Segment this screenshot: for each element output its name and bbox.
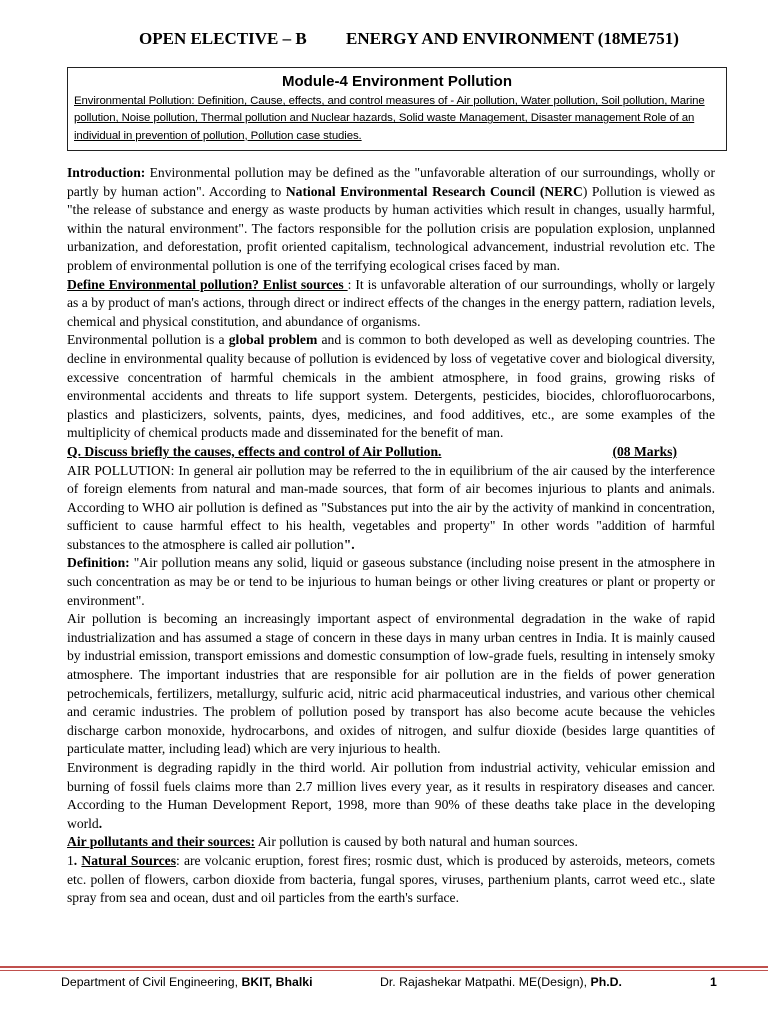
- sources-text: Air pollution is caused by both natural and human sources.: [255, 834, 578, 850]
- module-box: [67, 67, 727, 151]
- third-world-end: .: [98, 815, 103, 831]
- footer-divider: [0, 966, 768, 968]
- document-body: [67, 164, 715, 908]
- define-label: Define Environmental pollution? Enlist sources: [67, 276, 348, 292]
- definition-text: "Air pollution means any solid, liquid or gaseous substance (including noise present in the atmosphere in such concentration as may be or tend to be injurious to human beings or other living creatures or plant or property or environment".: [67, 555, 715, 608]
- subject-title: ENERGY AND ENVIRONMENT (18ME751): [346, 29, 679, 48]
- natural-text: : are volcanic eruption, forest fires; rosmic dust, which is produced by asteroids, meteors, comets etc. pollen of flowers, carbon dioxide from bacteria, fungal spores, viruses, parthenium plants, carrot weed etc., slate spray from sea and ocean, dust and oil particles from the earth's surface.: [67, 852, 715, 906]
- global-bold: global problem: [228, 332, 318, 348]
- definition-label: Definition:: [67, 555, 130, 571]
- module-title: Module-4 Environment Pollution: [282, 73, 512, 90]
- air-pollution-paragraph: [67, 462, 715, 555]
- page-header: [0, 29, 768, 53]
- global-paragraph: [67, 331, 715, 443]
- natural-label: Natural Sources: [81, 852, 176, 868]
- intro-text-2: ) Pollution is viewed as "the release of substance and energy as waste products by human activities which result in changes, usually harmful, within the natural environment". The factors responsible for the pollution crisis are population explosion, unplanned urbanization, and deforestation, profit oriented capitalism, technological advancement, industrial revolution etc. The problem of environmental pollution is one of the terrifying ecological crises faced by man.: [67, 183, 716, 273]
- define-text: : It is unfavorable alteration of our surroundings, wholly or largely as a by product of man's actions, through direct or indirect effects of the changes in the energy pattern, radiation levels, chemical and physical constitution, and abundance of organisms.: [67, 276, 715, 329]
- question-heading: [67, 443, 677, 462]
- global-text-1: Environmental pollution is a: [67, 332, 229, 348]
- footer-dept-text: Department of Civil Engineering,: [61, 975, 242, 989]
- natural-num: 1: [67, 852, 74, 868]
- page-number: 1: [710, 975, 717, 989]
- question-marks: (08 Marks): [612, 443, 677, 459]
- natural-sources-paragraph: [67, 852, 715, 908]
- define-paragraph: [67, 276, 715, 332]
- third-world-paragraph: [67, 759, 715, 833]
- nerc-name: National Environmental Research Council (NERC: [285, 183, 583, 199]
- footer-divider-thin: [0, 970, 768, 971]
- intro-label: Introduction:: [67, 165, 146, 180]
- industry-paragraph: Air pollution is becoming an increasingly important aspect of environmental degradation in the wake of rapid industrialization and has assumed a stage of concern in these days in many urban centres in India. It is mainly caused by industrial emission, transport emissions and domestic consumption of low-grade fuels, resulting in intensely smoky atmosphere. The important industries that are responsible for air pollution are in the fields of power generation petrochemicals, fertilizers, metallurgy, sulfuric acid, nitric acid pharmaceutical industries, and various other chemical and ceramic industries. The problem of pollution posed by transport has also become acute because the vehicles discharge carbon monoxide, hydrocarbons, and oxides of nitrogen, and sulfur dioxide (besides large quantities of particulate matter, including lead) which are very injurious to health.: [67, 611, 715, 757]
- intro-text-1: Environmental pollution may be defined as the "unfavorable alteration of our surroundings, wholly or partly by human action". According to: [67, 165, 715, 199]
- footer-degree: Ph.D.: [590, 975, 622, 989]
- natural-dot: .: [73, 852, 82, 868]
- footer-author: [380, 975, 622, 989]
- intro-paragraph: [67, 164, 715, 276]
- definition-paragraph: [67, 554, 715, 610]
- page-footer: [0, 975, 768, 995]
- footer-author-text: Dr. Rajashekar Matpathi. ME(Design),: [380, 975, 591, 989]
- global-text-2: and is common to both developed as well as developing countries. The decline in environmental quality because of pollution is evidenced by loss of vegetative cover and biological diversity, excessive concentration of harmful chemicals in the ambient atmosphere, in food grains, growing risks of environmental accidents and threats to life support system. Detergents, pesticides, biocides, chlorofluorocarbons, plastics and plasticizers, solvents, paints, dyes, medicines, and food additives, etc., are some examples of the multiplicity of chemical products made and disseminated for the benefit of man.: [67, 332, 716, 441]
- air-text: AIR POLLUTION: In general air pollution may be referred to the in equilibrium of the air caused by the interference of foreign elements from natural and man-made sources, that form of air becomes injurious to plants and animals. According to WHO air pollution is defined as "Substances put into the air by the activity of mankind in concentration, sufficient to cause harmful effect to his health, vegetables and property" In other words "addition of harmful substances to the atmosphere is called air pollution: [67, 462, 715, 552]
- question-text: Q. Discuss briefly the causes, effects and control of Air Pollution.: [67, 443, 442, 459]
- course-title: OPEN ELECTIVE – B: [139, 29, 307, 48]
- sources-paragraph: [67, 833, 715, 852]
- sources-label: Air pollutants and their sources:: [67, 834, 256, 850]
- air-end: ".: [343, 536, 355, 552]
- footer-college: BKIT, Bhalki: [241, 975, 313, 989]
- third-world-text: Environment is degrading rapidly in the third world. Air pollution from industrial activity, vehicular emission and burning of fossil fuels claims more than 2.7 million lives every year, as it results in respiratory diseases and cancer. According to the Human Development Report, 1998, more than 90% of these deaths take place in the developing world: [67, 760, 715, 831]
- module-syllabus: Environmental Pollution: Definition, Cause, effects, and control measures of - Air pollution, Water pollution, Soil pollution, Marine pollution, Noise pollution, Thermal pollution and Nuclear hazards, Solid waste Management, Disaster management Role of an individual in prevention of pollution, Pollution case studies.: [74, 95, 705, 142]
- footer-department: [61, 975, 313, 989]
